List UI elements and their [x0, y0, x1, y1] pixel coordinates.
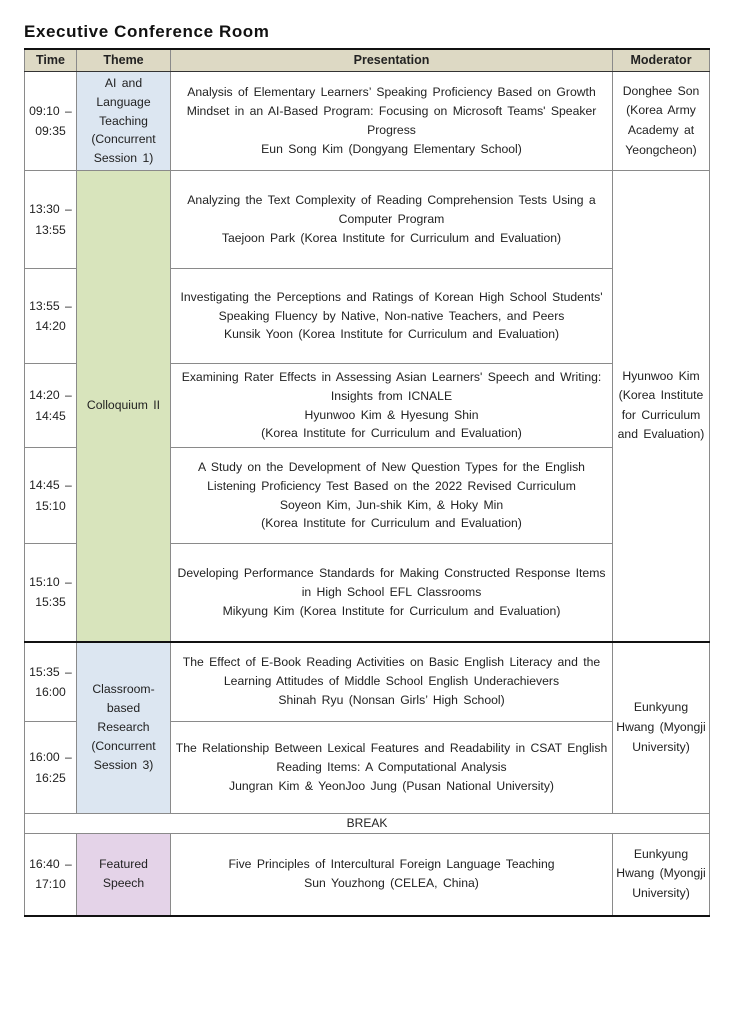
- header-theme: Theme: [77, 49, 171, 72]
- presenter: Hyunwoo Kim & Hyesung Shin: [304, 407, 479, 422]
- presenter: Sun Youzhong (CELEA, China): [304, 876, 479, 891]
- presentation-cell: [171, 269, 613, 364]
- presentation-cell: [171, 448, 613, 544]
- presentation-title: A Study on the Development of New Question Types for the English Listening Proficiency Test Based on the 2022 Revised Curriculum: [198, 459, 585, 493]
- presenter: Jungran Kim & YeonJoo Jung (Pusan National University): [229, 778, 554, 793]
- header-moderator: Moderator: [613, 49, 710, 72]
- header-presentation: Presentation: [171, 49, 613, 72]
- presentation-title: Examining Rater Effects in Assessing Asian Learners' Speech and Writing: Insights from ICNALE: [181, 369, 602, 403]
- break-row: [25, 814, 710, 834]
- presentation-cell: [171, 544, 613, 642]
- time-cell: 14:20 – 14:45: [25, 364, 77, 448]
- theme-ai-language-teaching: AI and Language Teaching (Concurrent Session 1): [77, 72, 171, 171]
- presentation-cell: [171, 722, 613, 814]
- table-row: [25, 171, 710, 269]
- time-cell: 13:30 – 13:55: [25, 171, 77, 269]
- theme-classroom-research: Classroom-based Research (Concurrent Session 3): [77, 642, 171, 814]
- theme-featured-speech: Featured Speech: [77, 834, 171, 916]
- header-row: [25, 49, 710, 72]
- break-label: BREAK: [25, 814, 710, 834]
- table-row: [25, 642, 710, 722]
- presentation-cell: [171, 171, 613, 269]
- presenter: Eun Song Kim (Dongyang Elementary School): [261, 141, 522, 156]
- presentation-title: The Effect of E-Book Reading Activities on Basic English Literacy and the Learning Attitudes of Middle School English Underachievers: [182, 655, 601, 689]
- presenter: Mikyung Kim (Korea Institute for Curriculum and Evaluation): [222, 603, 561, 618]
- table-row: [25, 72, 710, 171]
- presentation-title: The Relationship Between Lexical Features and Readability in CSAT English Reading Items: A Computational Analysis: [175, 741, 608, 775]
- presenter-affiliation: (Korea Institute for Curriculum and Evaluation): [261, 426, 522, 441]
- presentation-cell: [171, 834, 613, 916]
- moderator-cell: Hyunwoo Kim (Korea Institute for Curriculum and Evaluation): [613, 171, 710, 642]
- presentation-title: Analysis of Elementary Learners’ Speaking Proficiency Based on Growth Mindset in an AI-Based Program: Focusing on Microsoft Teams' Speaker Progress: [186, 85, 597, 137]
- presentation-cell: [171, 72, 613, 171]
- time-cell: 15:35 – 16:00: [25, 642, 77, 722]
- presenter: Soyeon Kim, Jun-shik Kim, & Hoky Min: [279, 497, 504, 512]
- presentation-cell: [171, 364, 613, 448]
- time-cell: 16:00 – 16:25: [25, 722, 77, 814]
- time-cell: 14:45 – 15:10: [25, 448, 77, 544]
- presentation-title: Analyzing the Text Complexity of Reading Comprehension Tests Using a Computer Program: [187, 193, 596, 227]
- presenter: Taejoon Park (Korea Institute for Curriculum and Evaluation): [221, 230, 562, 245]
- theme-colloquium: Colloquium II: [77, 171, 171, 642]
- time-cell: 09:10 – 09:35: [25, 72, 77, 171]
- header-time: Time: [25, 49, 77, 72]
- presentation-title: Investigating the Perceptions and Ratings of Korean High School Students' Speaking Fluency by Native, Non-native Teachers, and Peers: [180, 289, 603, 323]
- presentation-title: Five Principles of Intercultural Foreign Language Teaching: [228, 857, 555, 872]
- moderator-cell: Donghee Son (Korea Army Academy at Yeongcheon): [613, 72, 710, 171]
- moderator-cell: Eunkyung Hwang (Myongji University): [613, 642, 710, 814]
- moderator-cell: Eunkyung Hwang (Myongji University): [613, 834, 710, 916]
- room-title: Executive Conference Room: [24, 22, 270, 41]
- presentation-title: Developing Performance Standards for Making Constructed Response Items in High School EFL Classrooms: [177, 565, 606, 599]
- presentation-cell: [171, 642, 613, 722]
- time-cell: 15:10 – 15:35: [25, 544, 77, 642]
- time-cell: 16:40 – 17:10: [25, 834, 77, 916]
- presenter: Shinah Ryu (Nonsan Girls’ High School): [278, 693, 505, 708]
- time-cell: 13:55 – 14:20: [25, 269, 77, 364]
- table-row: [25, 834, 710, 916]
- presenter-affiliation: (Korea Institute for Curriculum and Evaluation): [261, 516, 522, 531]
- schedule-table: [24, 48, 710, 917]
- presenter: Kunsik Yoon (Korea Institute for Curriculum and Evaluation): [223, 327, 560, 342]
